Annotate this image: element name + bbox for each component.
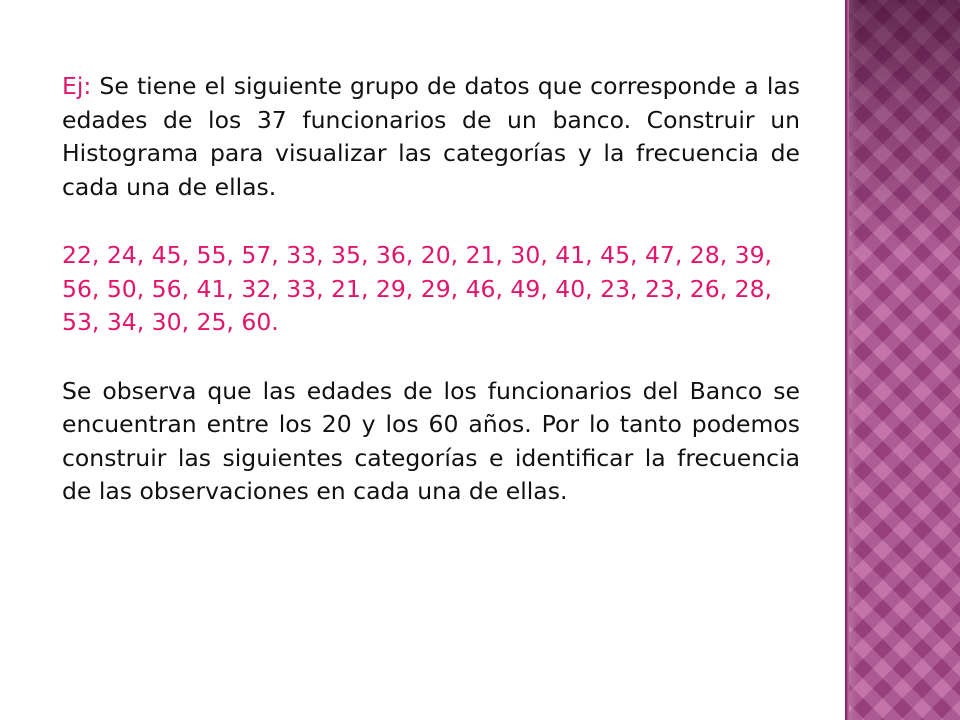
- intro-paragraph: [62, 70, 800, 204]
- example-label: Ej:: [62, 72, 92, 100]
- observation-paragraph: Se observa que las edades de los funcionarios del Banco se encuentran entre los 20 y los 60 años. Por lo tanto podemos construir las siguientes categorías e identificar la frecuencia de las observaciones en cada una de ellas.: [62, 376, 800, 505]
- paragraph-spacer: [62, 204, 800, 239]
- decorative-side-strip: [845, 0, 960, 720]
- side-strip-edge: [845, 0, 849, 720]
- paragraph-spacer: [62, 340, 800, 375]
- age-data-list: 22, 24, 45, 55, 57, 33, 35, 36, 20, 21, 30, 41, 45, 47, 28, 39, 56, 50, 56, 41, 32, 33, 21, 29, 29, 46, 49, 40, 23, 23, 26, 28, 53, 34, 30, 25, 60.: [62, 241, 773, 336]
- slide-content: [62, 70, 800, 509]
- intro-text: Se tiene el siguiente grupo de datos que corresponde a las edades de los 37 funcionarios de un banco. Construir un Histograma para visualizar las categorías y la frecuencia de cada una de ellas.: [62, 72, 800, 201]
